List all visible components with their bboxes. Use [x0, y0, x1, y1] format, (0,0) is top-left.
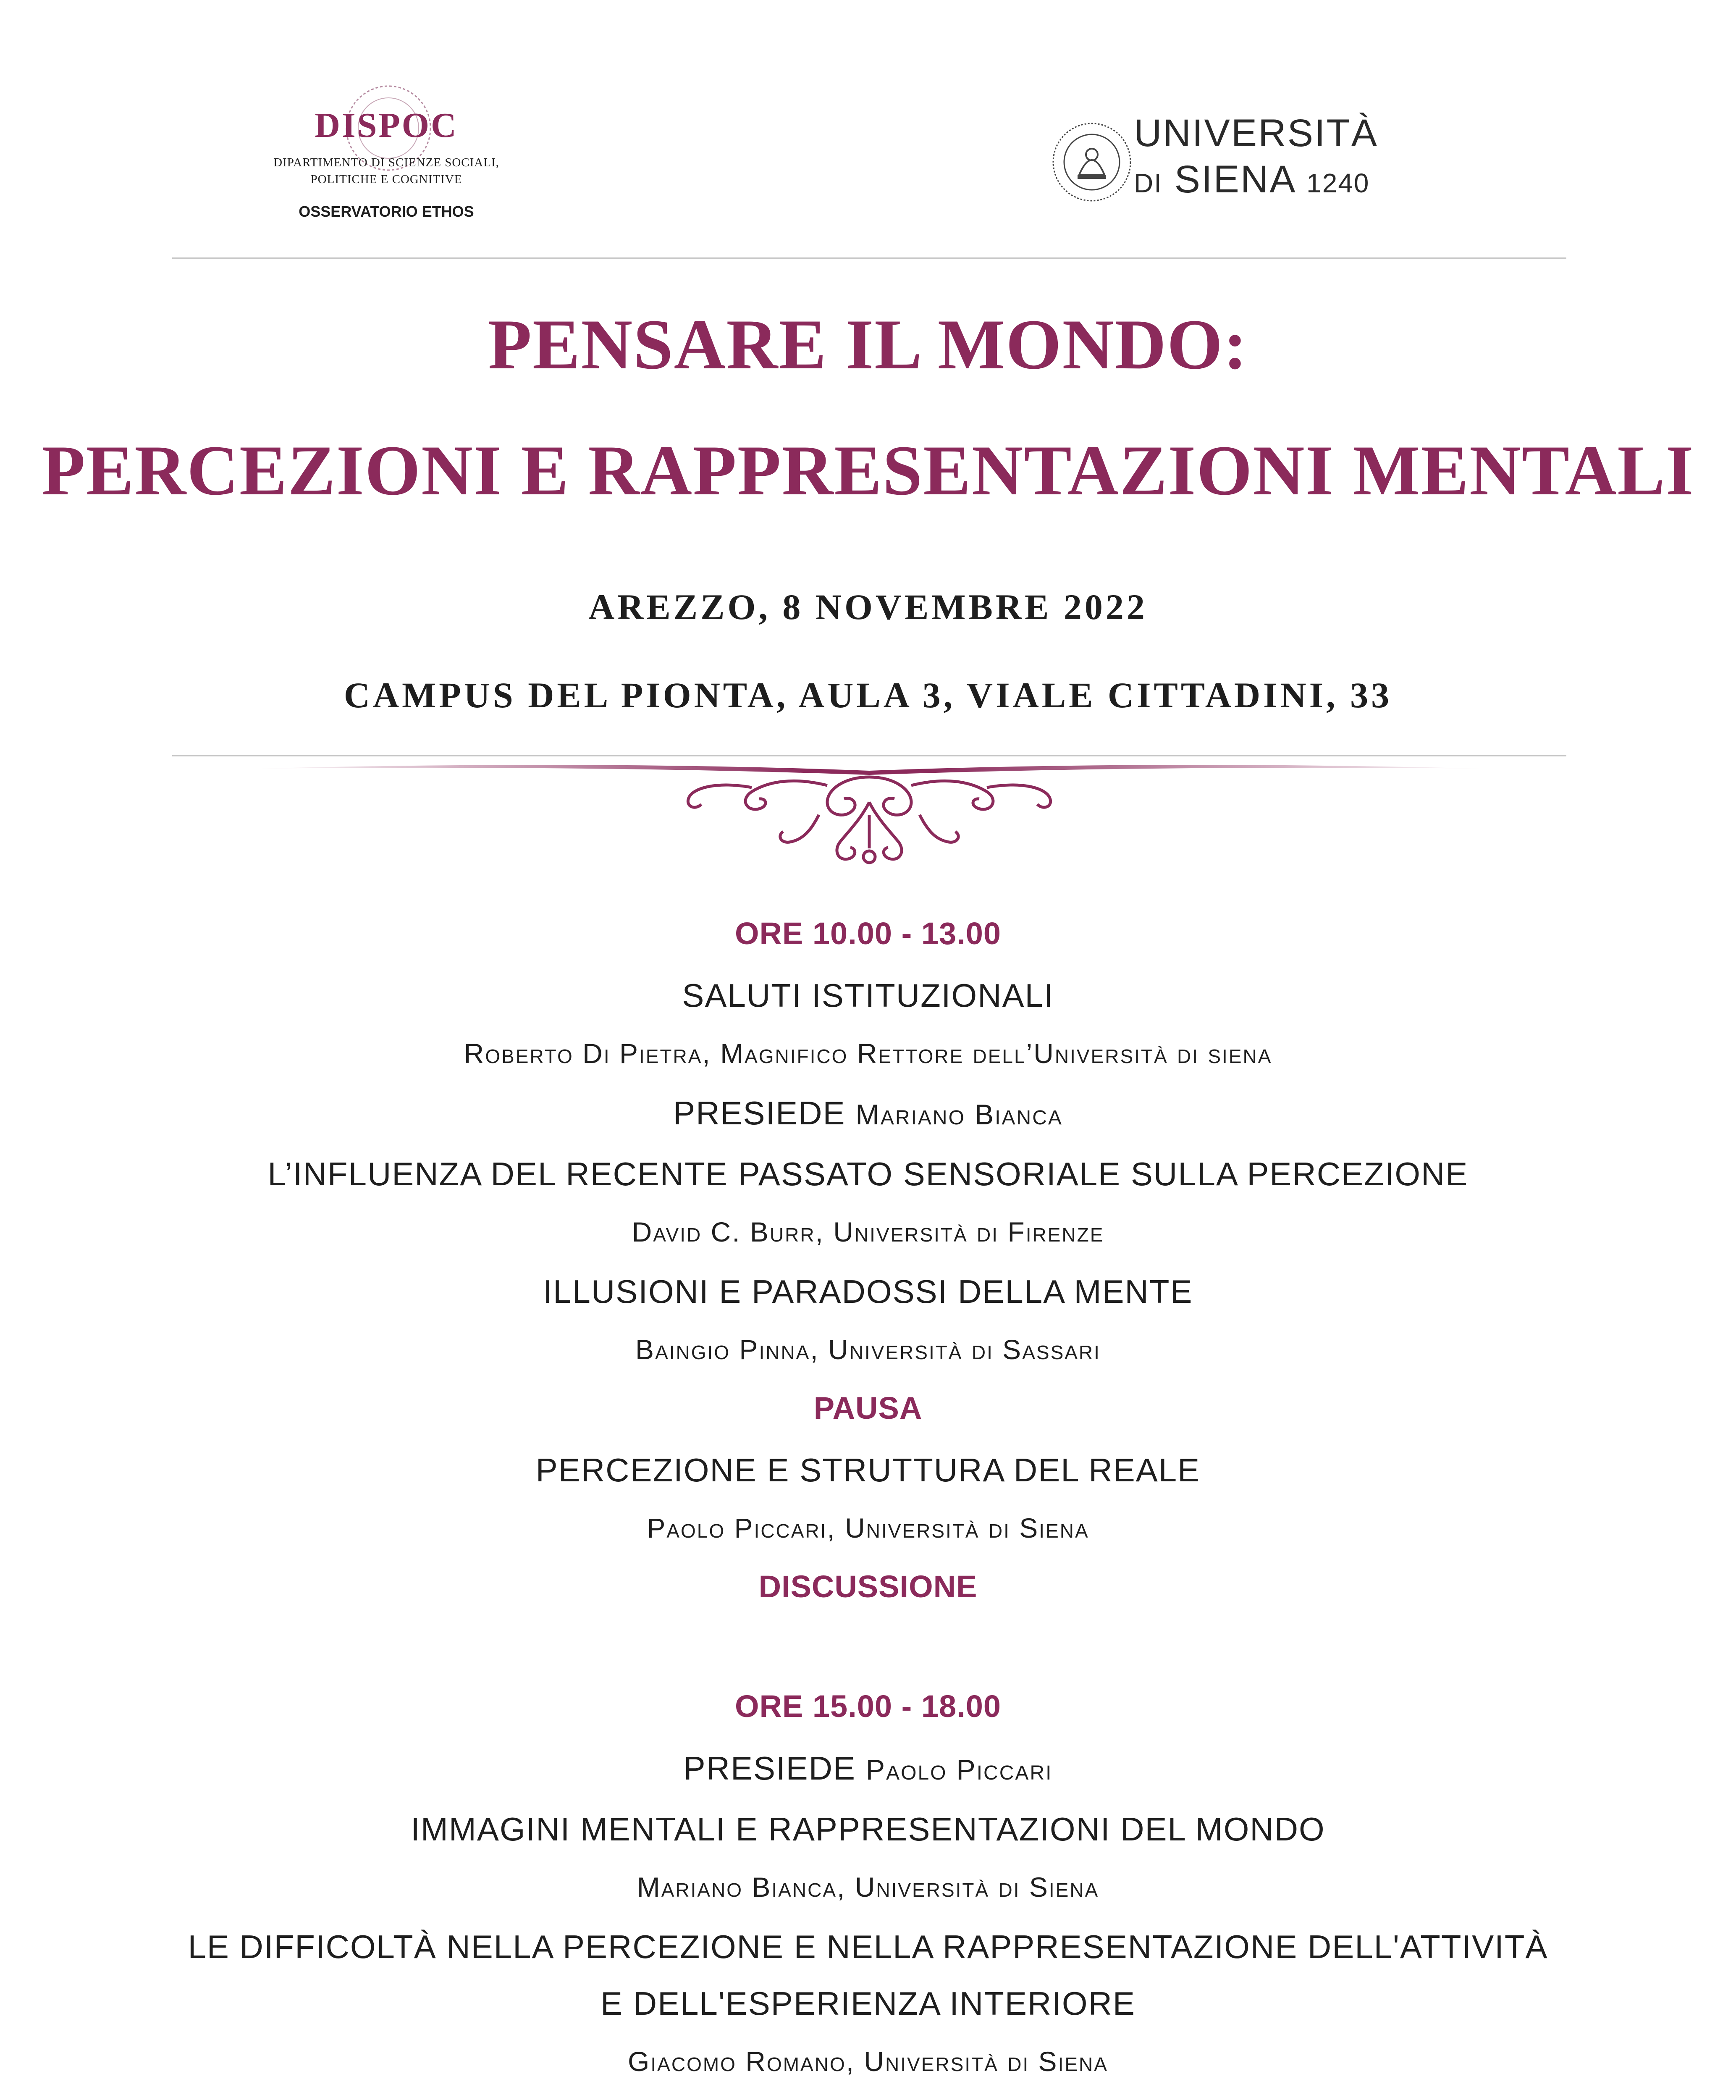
morning-greetings-speaker: Roberto Di Pietra, Magnifico Rettore dell’Università di siena — [464, 1038, 1272, 1069]
title-line2: PERCEZIONI E RAPPRESENTAZIONI MENTALI — [42, 431, 1694, 510]
dispoc-logo — [252, 80, 521, 220]
afternoon-talk2-title-line2: E DELL'ESPERIENZA INTERIORE — [601, 1985, 1135, 2022]
morning-chair — [0, 1094, 1736, 1132]
morning-time: ORE 10.00 - 13.00 — [734, 916, 1002, 951]
afternoon-chair-label: PRESIEDE — [683, 1750, 856, 1787]
morning-discussion: DISCUSSIONE — [758, 1569, 978, 1604]
event-venue: CAMPUS DEL PIONTA, AULA 3, VIALE CITTADINI, 33 — [344, 675, 1392, 715]
unisi-year: 1240 — [1306, 168, 1370, 198]
afternoon-chair-name: Paolo Piccari — [865, 1754, 1053, 1786]
ornament-divider-icon — [172, 752, 1566, 878]
afternoon-talk1-title: IMMAGINI MENTALI E RAPPRESENTAZIONI DEL MONDO — [411, 1811, 1325, 1848]
morning-talk2-speaker: Baingio Pinna, Università di Sassari — [635, 1334, 1101, 1365]
dispoc-department-line1: DIPARTIMENTO DI SCIENZE SOCIALI, — [273, 156, 499, 169]
morning-talk2-title: ILLUSIONI E PARADOSSI DELLA MENTE — [543, 1273, 1193, 1310]
morning-talk1-title: L’INFLUENZA DEL RECENTE PASSATO SENSORIALE SULLA PERCEZIONE — [267, 1155, 1469, 1192]
event-date: AREZZO, 8 NOVEMBRE 2022 — [588, 587, 1148, 627]
unisi-name-line1: UNIVERSITÀ — [1134, 112, 1379, 155]
morning-pause: PAUSA — [813, 1391, 923, 1425]
morning-talk3-speaker: Paolo Piccari, Università di Siena — [647, 1512, 1089, 1544]
morning-chair-name: Mariano Bianca — [855, 1099, 1063, 1131]
unisi-siena: SIENA — [1174, 158, 1295, 201]
morning-greetings: SALUTI ISTITUZIONALI — [682, 977, 1054, 1014]
header-divider — [172, 257, 1566, 259]
unisi-logo-text — [1134, 110, 1378, 206]
title-line1: PENSARE IL MONDO: — [488, 305, 1248, 384]
morning-chair-label: PRESIEDE — [673, 1095, 846, 1131]
dispoc-name: DISPOC — [315, 106, 458, 145]
unisi-di: DI — [1134, 168, 1162, 198]
unisi-seal-icon — [1050, 120, 1134, 204]
unisi-name-line2 — [1134, 156, 1378, 206]
afternoon-chair — [0, 1749, 1736, 1788]
dispoc-department-line2: POLITICHE E COGNITIVE — [310, 173, 462, 186]
observatory-name: OSSERVATORIO ETHOS — [299, 203, 474, 220]
afternoon-talk2-title-line1: LE DIFFICOLTÀ NELLA PERCEZIONE E NELLA RAPPRESENTAZIONE DELL'ATTIVITÀ — [188, 1928, 1548, 1965]
morning-talk1-speaker: David C. Burr, Università di Firenze — [632, 1216, 1104, 1247]
morning-talk3-title: PERCEZIONE E STRUTTURA DEL REALE — [535, 1452, 1201, 1488]
afternoon-time: ORE 15.00 - 18.00 — [734, 1689, 1002, 1724]
afternoon-talk2-speaker: Giacomo Romano, Università di Siena — [628, 2046, 1108, 2077]
afternoon-talk1-speaker: Mariano Bianca, Università di Siena — [637, 1872, 1099, 1903]
